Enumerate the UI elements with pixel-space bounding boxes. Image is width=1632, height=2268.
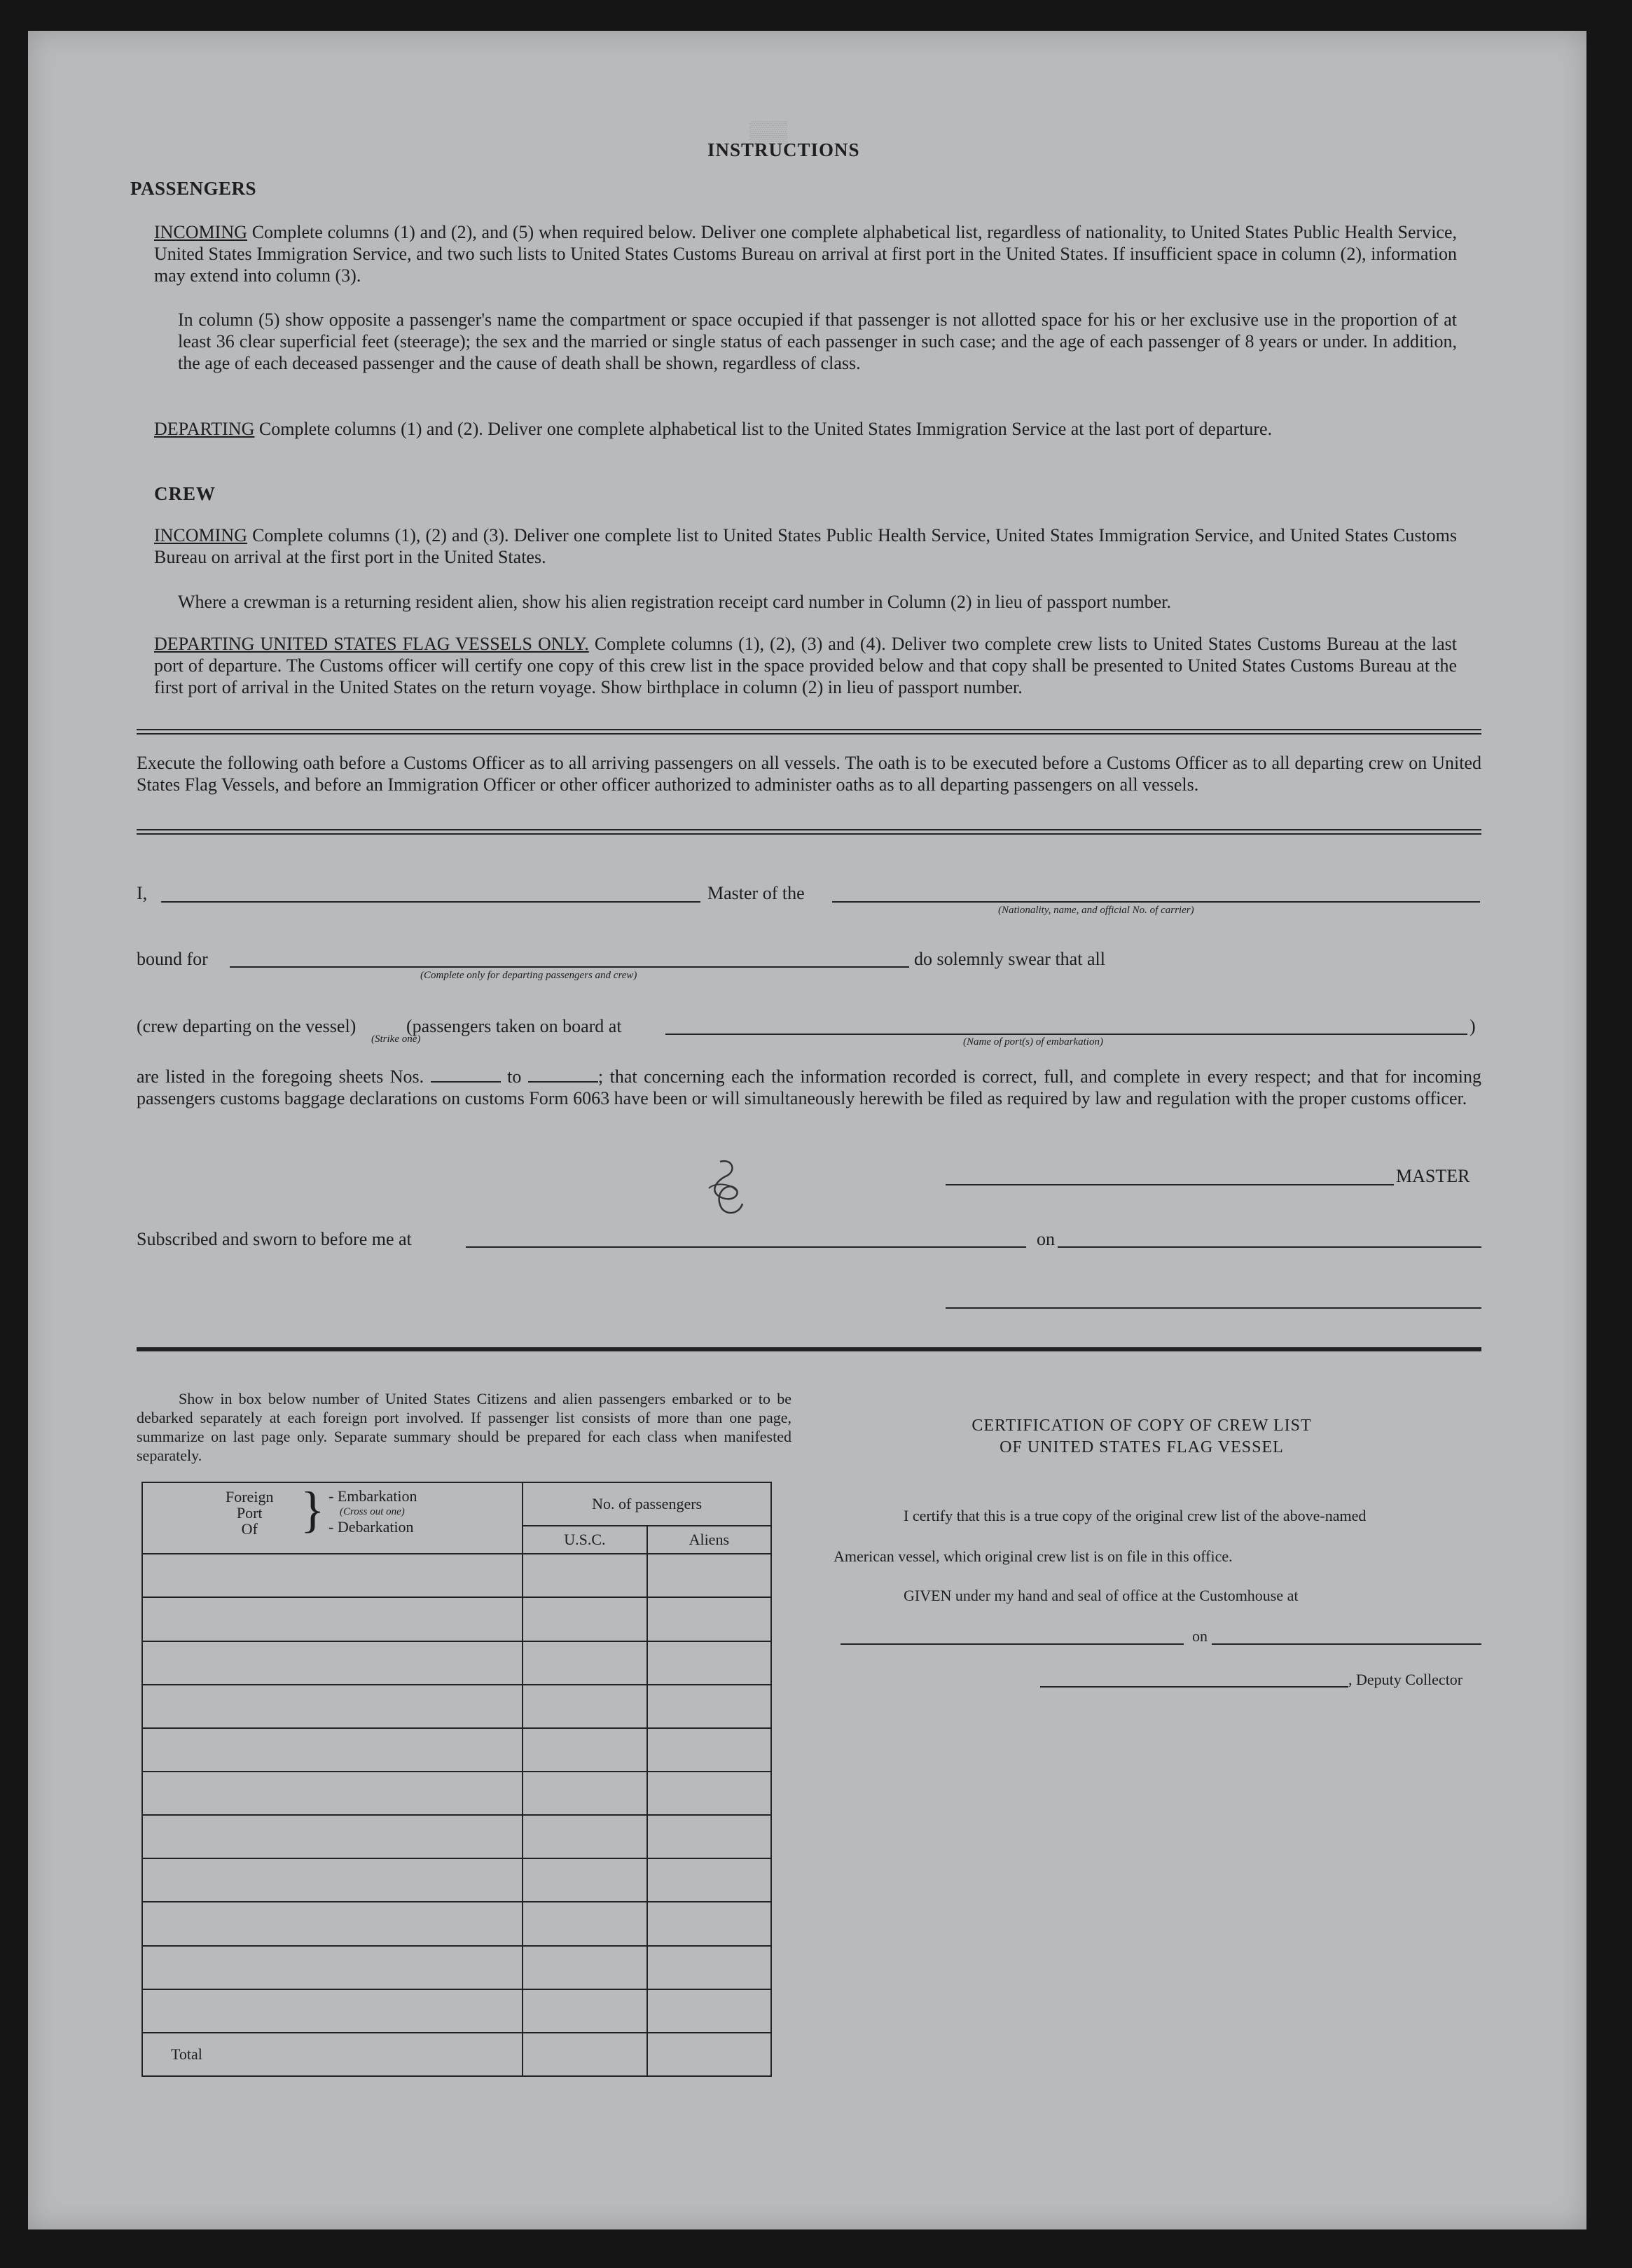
usc-cell[interactable] xyxy=(523,1554,646,1597)
embarkation-option[interactable]: - Embarkation xyxy=(329,1487,417,1505)
aliens-cell[interactable] xyxy=(647,1685,771,1728)
passengers-departing-label: DEPARTING xyxy=(154,419,255,439)
port-cell[interactable] xyxy=(142,1685,523,1728)
port-cell[interactable] xyxy=(142,1641,523,1685)
deputy-collector-label: , Deputy Collector xyxy=(1348,1671,1463,1688)
aliens-cell[interactable] xyxy=(647,1858,771,1902)
instructions-title: INSTRUCTIONS xyxy=(707,139,860,160)
crew-departing-paragraph xyxy=(154,633,1457,698)
certification-given: GIVEN under my hand and seal of office at the Customhouse at xyxy=(904,1587,1299,1604)
certification-on-label: on xyxy=(1192,1627,1208,1645)
port-label: Port xyxy=(236,1504,263,1522)
subscribed-label: Subscribed and sworn to before me at xyxy=(137,1229,412,1249)
carrier-field[interactable] xyxy=(832,901,1480,903)
carrier-caption: (Nationality, name, and official No. of carrier) xyxy=(998,905,1194,916)
usc-cell[interactable] xyxy=(523,1902,646,1945)
bleed-through-mark: ▒▒▒ xyxy=(749,122,788,146)
crew-incoming-label: INCOMING xyxy=(154,525,247,545)
usc-cell[interactable] xyxy=(523,1815,646,1858)
aliens-header: Aliens xyxy=(647,1526,771,1554)
sworn-place-field[interactable] xyxy=(466,1246,1026,1248)
port-cell[interactable] xyxy=(142,1815,523,1858)
aliens-cell[interactable] xyxy=(647,1902,771,1945)
port-cell[interactable] xyxy=(142,1597,523,1641)
master-label: MASTER xyxy=(1396,1166,1470,1186)
port-cell[interactable] xyxy=(142,1902,523,1945)
listed-text-start: are listed in the foregoing sheets Nos. xyxy=(137,1066,424,1087)
certification-text2: American vessel, which original crew list is on file in this office. xyxy=(834,1547,1233,1565)
bound-for-label: bound for xyxy=(137,949,208,969)
port-cell[interactable] xyxy=(142,1989,523,2033)
master-name-field[interactable] xyxy=(161,901,700,903)
sheet-from-field[interactable] xyxy=(431,1081,501,1083)
listed-to-label: to xyxy=(507,1066,522,1087)
usc-cell[interactable] xyxy=(523,1772,646,1815)
foreign-label: Foreign xyxy=(226,1488,274,1505)
usc-cell[interactable] xyxy=(523,1641,646,1685)
embarkation-port-field[interactable] xyxy=(665,1034,1467,1035)
certification-title-line2: OF UNITED STATES FLAG VESSEL xyxy=(1000,1438,1284,1456)
passengers-incoming-text: Complete columns (1) and (2), and (5) when required below. Deliver one complete alphabetical list, regardless of nationality, to United States Public Health Service, United States Immigration Service, and two such lists to United States Customs Bureau on arrival at first port in the United States. If insufficient space in column (2), information may extend into column (3). xyxy=(154,222,1458,286)
swear-text: do solemnly swear that all xyxy=(914,949,1105,969)
officer-signature-field[interactable] xyxy=(946,1307,1481,1309)
cross-out-caption: (Cross out one) xyxy=(340,1506,405,1517)
passengers-heading: PASSENGERS xyxy=(130,178,257,199)
bound-for-field[interactable] xyxy=(230,966,909,968)
aliens-cell[interactable] xyxy=(647,1597,771,1641)
port-cell[interactable] xyxy=(142,1772,523,1815)
of-label: Of xyxy=(241,1520,258,1538)
port-cell[interactable] xyxy=(142,1946,523,1989)
form-page xyxy=(28,31,1586,2229)
master-of-label: Master of the xyxy=(707,883,805,903)
passengers-departing-paragraph xyxy=(154,418,1457,440)
port-cell[interactable] xyxy=(142,1554,523,1597)
certification-title-line1: CERTIFICATION OF COPY OF CREW LIST xyxy=(971,1417,1312,1435)
oath-intro: Execute the following oath before a Customs Officer as to all arriving passengers on all vessels. The oath is to be executed before a Customs Officer as to all departing crew on United States Flag Vessels, and before an Immigration Officer or other officer authorized to administer oaths as to all departing passengers on all vessels. xyxy=(137,753,1481,795)
oath-i-label: I, xyxy=(137,883,148,903)
close-paren: ) xyxy=(1470,1016,1476,1036)
port-cell[interactable] xyxy=(142,1728,523,1772)
resident-alien-paragraph: Where a crewman is a returning resident alien, show his alien registration receipt card number in Column (2) in lieu of passport number. xyxy=(178,592,1172,612)
debarkation-option[interactable]: - Debarkation xyxy=(329,1518,414,1536)
passengers-incoming-label: INCOMING xyxy=(154,222,247,242)
sheet-to-field[interactable] xyxy=(528,1081,598,1083)
usc-header: U.S.C. xyxy=(523,1526,646,1554)
crew-incoming-paragraph xyxy=(154,524,1457,568)
summary-divider xyxy=(137,1347,1481,1351)
usc-cell[interactable] xyxy=(523,1989,646,2033)
crew-incoming-text: Complete columns (1), (2) and (3). Deliver one complete list to United States Public Health Service, United States Immigration Service, and United States Customs Bureau on arrival at the first port in the United States. xyxy=(154,525,1458,567)
listed-paragraph xyxy=(137,1066,1481,1109)
aliens-cell[interactable] xyxy=(647,1815,771,1858)
passengers-taken-option[interactable]: (passengers taken on board at xyxy=(406,1016,622,1036)
usc-cell[interactable] xyxy=(523,1685,646,1728)
crew-heading: CREW xyxy=(154,483,216,504)
no-of-passengers-header: No. of passengers xyxy=(523,1482,771,1526)
master-signature-field[interactable] xyxy=(946,1184,1394,1185)
foreign-port-header xyxy=(142,1482,523,1554)
passengers-departing-text: Complete columns (1) and (2). Deliver one complete alphabetical list to the United States Immigration Service at the last port of departure. xyxy=(258,419,1273,439)
aliens-cell[interactable] xyxy=(647,1989,771,2033)
usc-cell[interactable] xyxy=(523,1597,646,1641)
crew-departing-label: DEPARTING UNITED STATES FLAG VESSELS ONLY. xyxy=(154,634,589,654)
usc-cell[interactable] xyxy=(523,1946,646,1989)
aliens-cell[interactable] xyxy=(647,1728,771,1772)
strike-caption: (Strike one) xyxy=(371,1034,421,1045)
crew-departing-text: Complete columns (1), (2), (3) and (4). Deliver two complete crew lists to United States Customs Bureau at the last port of departure. The Customs officer will certify one copy of this crew list in the space provided below and that copy shall be presented to United States Customs Bureau at the first port of arrival in the United States on the return voyage. Show birthplace in column (2) in lieu of passport number. xyxy=(154,634,1457,697)
port-caption: (Name of port(s) of embarkation) xyxy=(963,1036,1103,1048)
certification-text1: I certify that this is a true copy of the original crew list of the above-named xyxy=(904,1507,1367,1524)
aliens-cell[interactable] xyxy=(647,1554,771,1597)
port-cell[interactable] xyxy=(142,1858,523,1902)
certification-title xyxy=(862,1415,1422,1459)
bound-caption: (Complete only for departing passengers and crew) xyxy=(420,970,637,981)
aliens-cell[interactable] xyxy=(647,1641,771,1685)
customhouse-field[interactable] xyxy=(841,1643,1184,1645)
passenger-summary-table xyxy=(141,1482,772,2077)
section-divider xyxy=(137,729,1481,735)
seal-scribble-icon xyxy=(693,1155,756,1225)
brace-icon: } xyxy=(300,1482,325,1538)
passengers-incoming-paragraph xyxy=(154,221,1457,286)
sworn-on-label: on xyxy=(1037,1229,1055,1249)
total-label: Total xyxy=(142,2033,523,2076)
column5-paragraph: In column (5) show opposite a passenger's name the compartment or space occupied if that passenger is not allotted space for his or her exclusive use in the proportion of at least 36 clear superficial feet (steerage); the sex and the married or single status of each passenger in such case; and the age of each passenger of 8 years or under. In addition, the age of each deceased passenger and the cause of death shall be shown, regardless of class. xyxy=(178,309,1457,373)
aliens-cell[interactable] xyxy=(647,1772,771,1815)
deputy-collector-signature-field[interactable] xyxy=(1040,1686,1348,1688)
summary-instructions: Show in box below number of United States Citizens and alien passengers embarked or to be debarked separately at each foreign port involved. If passenger list consists of more than one page, summarize on last page only. Separate summary should be prepared for each class when manifested separately. xyxy=(137,1390,791,1464)
total-usc-cell[interactable] xyxy=(523,2033,646,2076)
oath-divider xyxy=(137,829,1481,835)
usc-cell[interactable] xyxy=(523,1858,646,1902)
aliens-cell[interactable] xyxy=(647,1946,771,1989)
sworn-date-field[interactable] xyxy=(1058,1246,1481,1248)
certification-date-field[interactable] xyxy=(1212,1643,1481,1645)
listed-text-end: ; that concerning each the information recorded is correct, full, and complete in every respect; and that for incoming passengers customs baggage declarations on customs Form 6063 have been or will simultaneously herewith be filed as required by law and regulation with the proper customs officer. xyxy=(137,1066,1482,1108)
usc-cell[interactable] xyxy=(523,1728,646,1772)
total-aliens-cell[interactable] xyxy=(647,2033,771,2076)
crew-departing-option[interactable]: (crew departing on the vessel) xyxy=(137,1016,357,1036)
